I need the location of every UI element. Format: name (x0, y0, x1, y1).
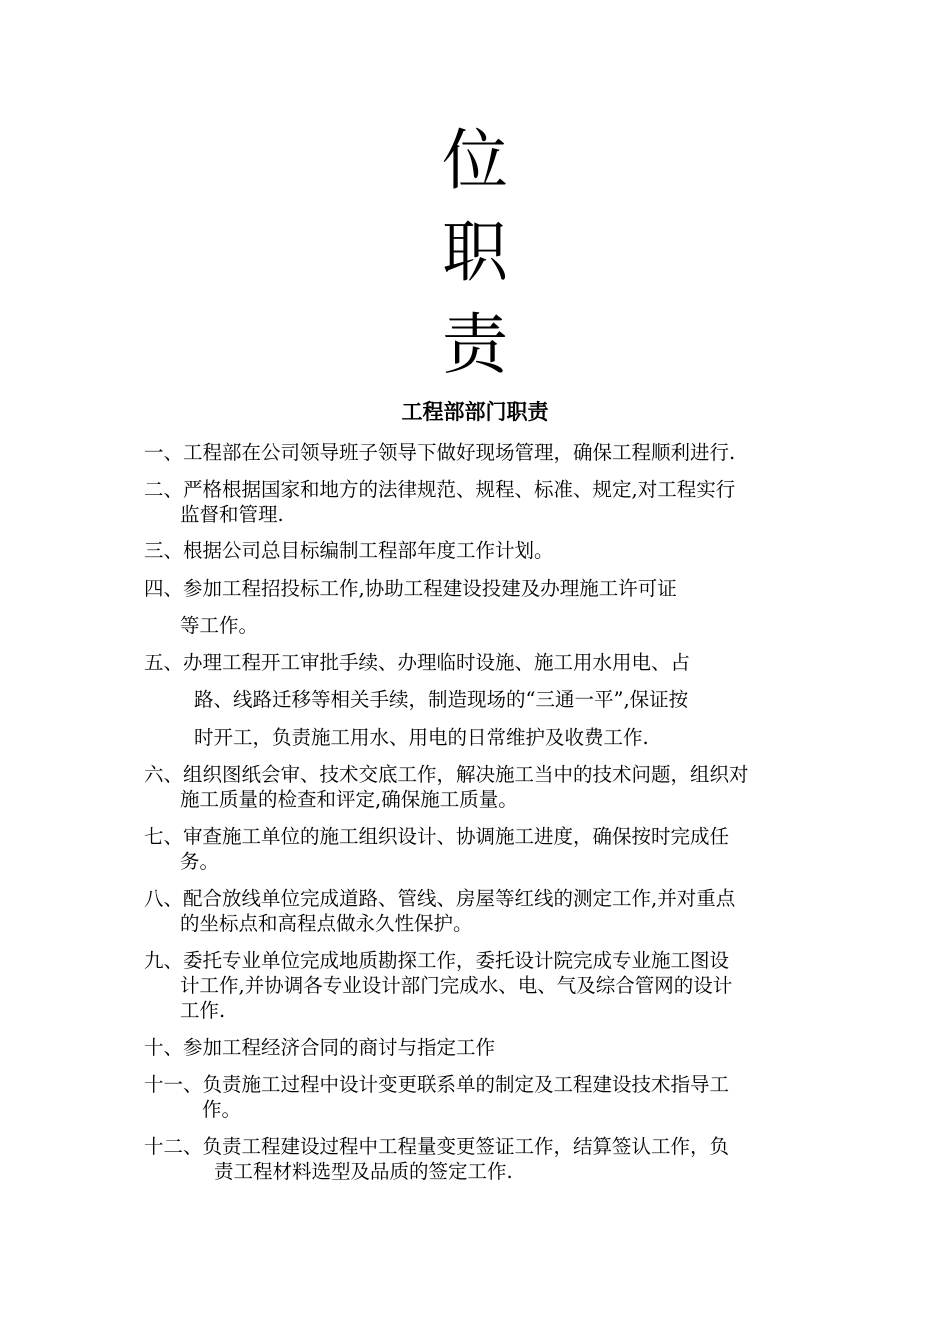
duty-line: 施工质量的检查和评定,确保施工质量。 (180, 788, 518, 811)
duty-item-9 (144, 948, 814, 1023)
duty-item-3 (144, 538, 814, 563)
duty-line: 四、参加工程招投标工作,协助工程建设投建及办理施工许可证 (144, 577, 677, 600)
duty-line: 等工作。 (180, 614, 259, 637)
duty-line: 十、参加工程经济合同的商讨与指定工作 (144, 1036, 496, 1059)
duty-line: 十一、负责施工过程中设计变更联系单的制定及工程建设技术指导工 (144, 1073, 730, 1096)
duty-item-7 (144, 824, 814, 874)
duty-line: 的坐标点和高程点做永久性保护。 (180, 912, 473, 935)
duty-item-10 (144, 1035, 814, 1060)
duty-item-5-cont-1 (144, 687, 814, 712)
duty-item-11 (144, 1072, 814, 1122)
duty-item-1 (144, 440, 814, 465)
duty-line: 一、工程部在公司领导班子领导下做好现场管理，确保工程顺利进行. (144, 441, 736, 464)
duty-line: 路、线路迁移等相关手续，制造现场的“三通一平”,保证按 (194, 688, 689, 711)
duty-line: 十二、负责工程建设过程中工程量变更签证工作，结算签认工作，负 (144, 1135, 730, 1158)
duty-line: 二、严格根据国家和地方的法律规范、规程、标准、规定,对工程实行 (144, 478, 736, 501)
duty-item-4-cont (144, 613, 814, 638)
duty-item-8 (144, 886, 814, 936)
duty-line: 工作. (180, 999, 226, 1022)
duty-item-5-cont-2 (144, 725, 814, 750)
duty-line: 计工作,并协调各专业设计部门完成水、电、气及综合管网的设计 (180, 974, 733, 997)
duty-line: 九、委托专业单位完成地质勘探工作，委托设计院完成专业施工图设 (144, 949, 730, 972)
title-char-2: 职 (442, 214, 508, 291)
duty-item-12 (144, 1134, 814, 1184)
duty-line: 三、根据公司总目标编制工程部年度工作计划。 (144, 539, 554, 562)
duty-line: 责工程材料选型及品质的签定工作. (214, 1160, 513, 1183)
duty-line: 务。 (180, 850, 220, 873)
duty-line: 监督和管理. (180, 503, 284, 526)
title-char-1: 位 (442, 122, 508, 199)
duty-item-4 (144, 576, 814, 601)
duty-line: 作。 (202, 1098, 242, 1121)
section-heading: 工程部部门职责 (401, 400, 549, 424)
title-char-3: 责 (442, 306, 508, 383)
duty-item-2 (144, 477, 814, 527)
duty-line: 五、办理工程开工审批手续、办理临时设施、施工用水用电、占 (144, 651, 691, 674)
duty-item-5 (144, 650, 814, 675)
duty-line: 七、审查施工单位的施工组织设计、协调施工进度，确保按时完成任 (144, 825, 730, 848)
duty-line: 八、配合放线单位完成道路、管线、房屋等红线的测定工作,并对重点 (144, 887, 736, 910)
duty-line: 六、组织图纸会审、技术交底工作，解决施工当中的技术问题，组织对 (144, 763, 749, 786)
duty-line: 时开工，负责施工用水、用电的日常维护及收费工作. (194, 726, 649, 749)
duty-item-6 (144, 762, 814, 812)
